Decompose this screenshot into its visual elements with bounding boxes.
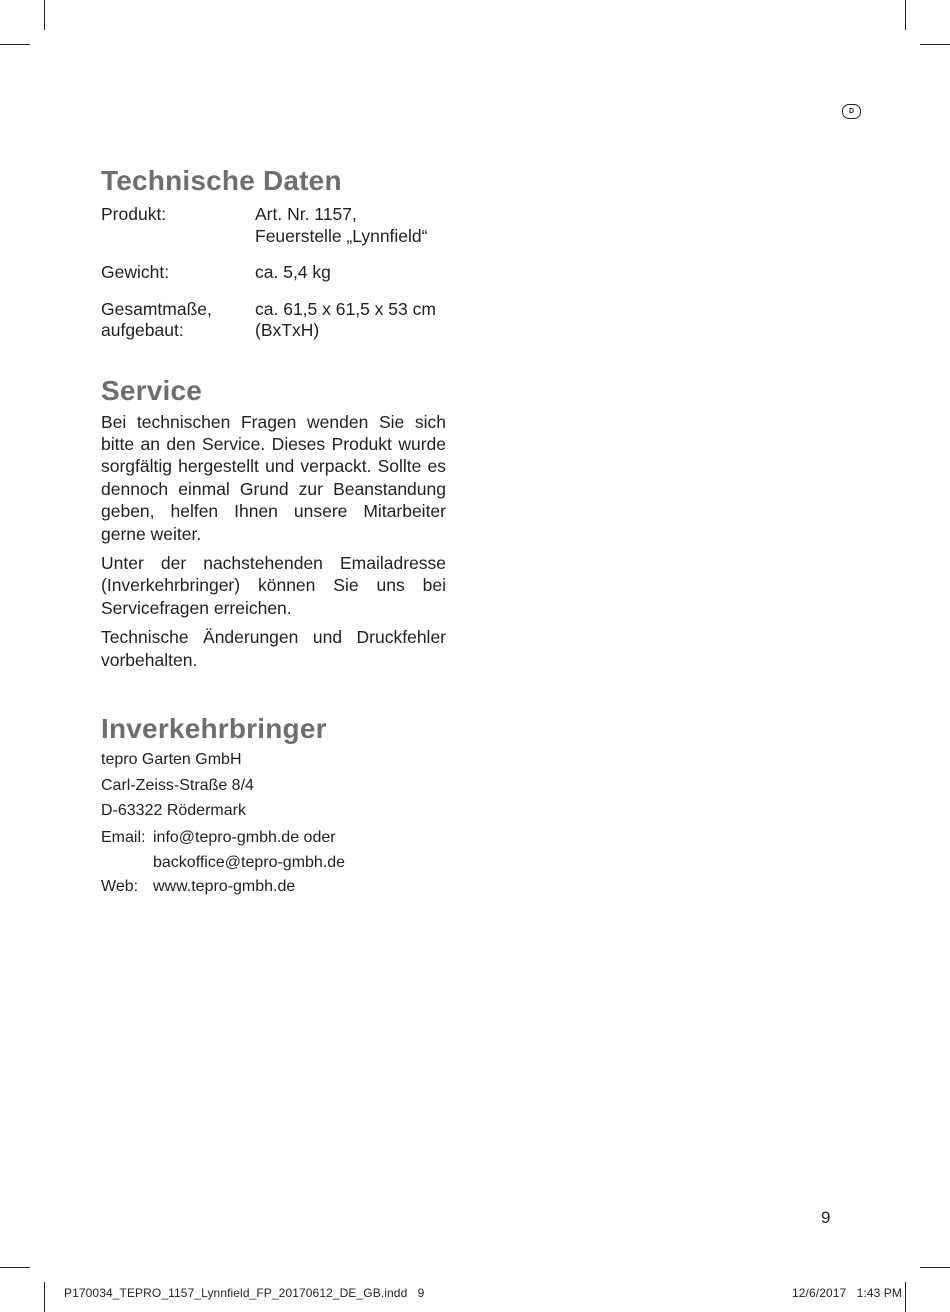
crop-mark — [0, 1267, 30, 1268]
spec-label: Gewicht: — [101, 262, 170, 282]
service-paragraph: Bei technischen Fragen wenden Sie sich bitte an den Service. Dieses Produkt wurde sorgfältig hergestellt und verpackt. Sollte es dennoch einmal Grund zur Beanstandung geben, helfen Ihnen unsere Mitarbeiter gerne weiter. — [101, 411, 446, 544]
heading-technical-data: Technische Daten — [101, 165, 342, 196]
spec-label: Produkt: — [101, 204, 167, 224]
footer-filename: P170034_TEPRO_1157_Lynnfield_FP_20170612_DE_GB.indd 9 — [64, 1286, 425, 1300]
main-content — [101, 164, 446, 900]
crop-mark — [0, 44, 30, 45]
service-paragraph: Unter der nachstehenden Emailadresse (Inverkehrbringer) können Sie uns bei Servicefragen erreichen. — [101, 552, 446, 618]
spec-value: Art. Nr. 1157, Feuerstelle „Lynnfield“ — [255, 204, 428, 246]
language-badge-icon: D — [842, 104, 861, 119]
crop-mark — [905, 0, 906, 30]
spec-row-product — [101, 204, 446, 247]
spec-row-weight — [101, 262, 446, 284]
service-paragraph: Technische Änderungen und Druckfehler vorbehalten. — [101, 627, 446, 670]
crop-mark — [44, 1282, 45, 1312]
company-name: tepro Garten GmbH — [101, 750, 242, 768]
email-row — [101, 826, 446, 875]
crop-mark — [920, 44, 950, 45]
spec-table — [101, 204, 446, 342]
spec-value: ca. 5,4 kg — [255, 262, 331, 282]
email-label: Email: — [101, 829, 146, 847]
web-link[interactable]: www.tepro-gmbh.de — [153, 878, 296, 896]
web-row — [101, 875, 446, 900]
heading-distributor: Inverkehrbringer — [101, 712, 327, 744]
street-address: Carl-Zeiss-Straße 8/4 — [101, 776, 254, 794]
heading-service: Service — [101, 374, 203, 406]
email-link-info[interactable]: info@tepro-gmbh.de oder — [153, 829, 336, 847]
footer-datetime: 12/6/2017 1:43 PM — [792, 1286, 902, 1300]
spec-label: Gesamtmaße, aufgebaut: — [101, 298, 212, 340]
email-link-backoffice[interactable]: backoffice@tepro-gmbh.de — [153, 853, 346, 871]
city-address: D-63322 Rödermark — [101, 802, 246, 820]
distributor-address — [101, 749, 446, 900]
spec-value: ca. 61,5 x 61,5 x 53 cm (BxTxH) — [255, 298, 436, 340]
service-body — [101, 411, 446, 671]
spec-row-dimensions — [101, 299, 446, 342]
page-number: 9 — [821, 1208, 831, 1227]
crop-mark — [905, 1282, 906, 1312]
crop-mark — [920, 1267, 950, 1268]
crop-mark — [44, 0, 45, 30]
web-label: Web: — [101, 878, 139, 896]
